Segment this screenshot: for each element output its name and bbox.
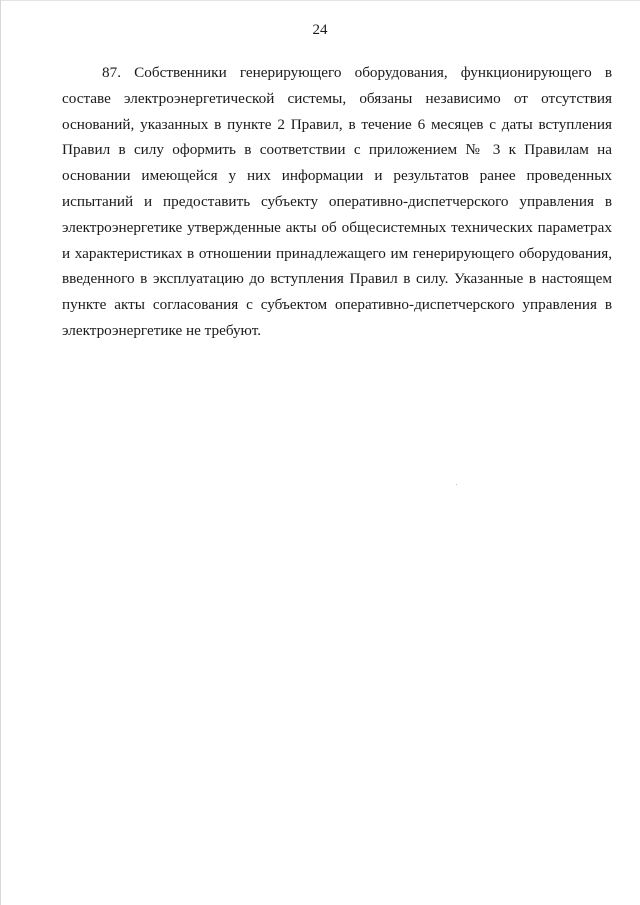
scan-speck bbox=[456, 484, 457, 485]
paragraph-line: Правил в силу оформить в соответствии с приложением № 3 к Правилам на bbox=[62, 141, 612, 159]
paragraph-line: электроэнергетике утвержденные акты об общесистемных технических параметрах bbox=[62, 218, 612, 236]
scan-edge-left bbox=[0, 0, 1, 905]
paragraph-line: 87. Собственники генерирующего оборудования, функционирующего в bbox=[102, 64, 612, 81]
paragraph-line: введенного в эксплуатацию до вступления Правил в силу. Указанные в настоящем bbox=[62, 270, 612, 288]
paragraph-line: электроэнергетике не требуют. bbox=[62, 321, 261, 339]
paragraph-line: испытаний и предоставить субъекту оперативно-диспетчерского управления в bbox=[62, 192, 612, 210]
paragraph-87 bbox=[62, 60, 612, 344]
paragraph-line: оснований, указанных в пункте 2 Правил, в течение 6 месяцев с даты вступления bbox=[62, 115, 612, 133]
scan-edge-top bbox=[0, 0, 640, 1]
paragraph-line: основании имеющейся у них информации и результатов ранее проведенных bbox=[62, 167, 612, 185]
paragraph-line: и характеристиках в отношении принадлежащего им генерирующего оборудования, bbox=[62, 244, 612, 262]
page-number: 24 bbox=[312, 22, 328, 38]
paragraph-line: пункте акты согласования с субъектом оперативно-диспетчерского управления в bbox=[62, 296, 612, 314]
paragraph-line: составе электроэнергетической системы, обязаны независимо от отсутствия bbox=[62, 89, 612, 107]
